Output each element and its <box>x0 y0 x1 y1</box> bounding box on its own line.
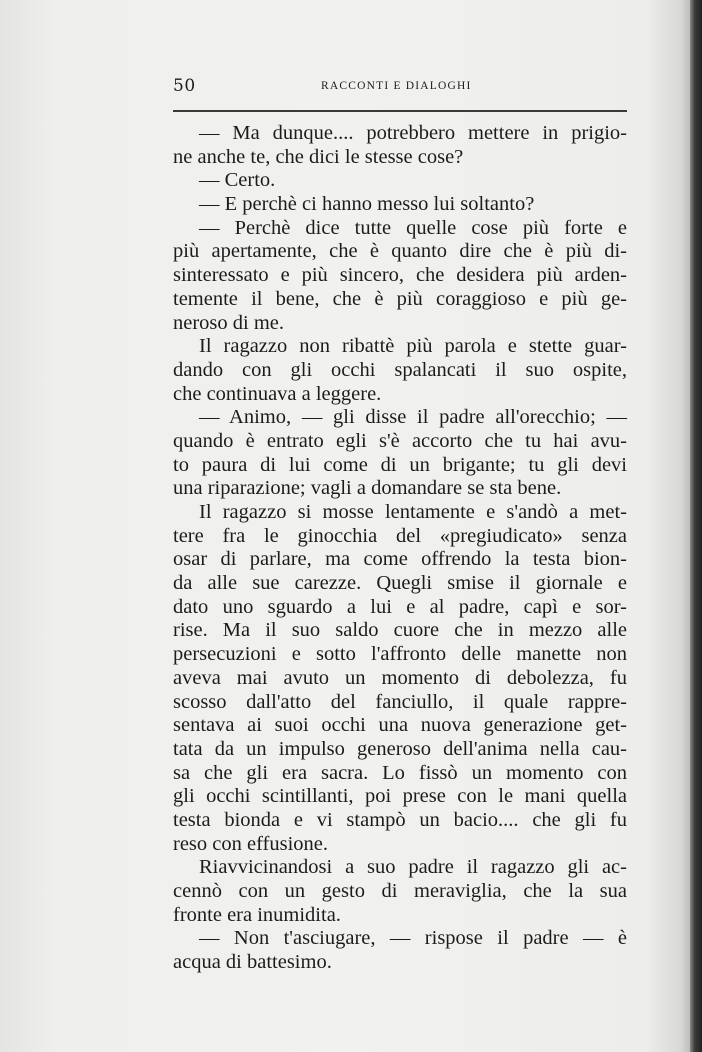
text-line: temente il bene, che è più coraggioso e più ge- <box>173 287 627 310</box>
text-line: to paura di lui come di un brigante; tu gli devi <box>173 453 627 476</box>
text-line: Il ragazzo si mosse lentamente e s'andò a met- <box>199 501 627 523</box>
text-line: — E perchè ci hanno messo lui soltanto? <box>199 193 535 216</box>
page-number: 50 <box>173 76 196 96</box>
text-line: — Ma dunque.... potrebbero mettere in prigio- <box>199 122 627 144</box>
running-head <box>173 76 625 100</box>
text-line: che continuava a leggere. <box>173 382 382 405</box>
text-line: neroso di me. <box>173 311 285 334</box>
text-line: ne anche te, che dici le stesse cose? <box>173 145 464 168</box>
body-text <box>173 122 627 975</box>
text-line: scosso dall'atto del fanciullo, il quale rappre- <box>173 690 627 713</box>
text-line: — Perchè dice tutte quelle cose più forte e <box>199 216 627 239</box>
text-line: da alle sue carezze. Quegli smise il giornale e <box>173 572 627 595</box>
text-line: tata da un impulso generoso dell'anima nella cau- <box>173 737 627 760</box>
text-line: più apertamente, che è quanto dire che è più di- <box>173 240 627 263</box>
text-line: sa che gli era sacra. Lo fissò un momento con <box>173 761 627 784</box>
text-line: reso con effusione. <box>173 832 329 855</box>
page-binding-edge <box>690 0 702 1052</box>
text-line: osar di parlare, ma come offrendo la testa bion- <box>173 548 627 571</box>
text-line: — Non t'asciugare, — rispose il padre — è <box>199 927 627 950</box>
text-line: dando con gli occhi spalancati il suo ospite, <box>173 358 627 381</box>
text-line: quando è entrato egli s'è accorto che tu hai avu- <box>173 429 627 452</box>
running-title: RACCONTI E DIALOGHI <box>321 80 472 92</box>
text-line: — Certo. <box>199 169 276 192</box>
text-line: persecuzioni e sotto l'affronto delle manette non <box>173 643 627 666</box>
text-line: aveva mai avuto un momento di debolezza, fu <box>173 666 627 689</box>
text-line: dato uno sguardo a lui e al padre, capì e sor- <box>173 595 627 618</box>
text-line: — Animo, — gli disse il padre all'orecchio; — <box>199 406 627 429</box>
header-rule <box>173 110 627 112</box>
text-line: testa bionda e vi stampò un bacio.... che gli fu <box>173 808 627 831</box>
text-line: sinteressato e più sincero, che desidera più arden- <box>173 264 627 287</box>
text-line: cennò con un gesto di meraviglia, che la sua <box>173 880 627 902</box>
text-line: una riparazione; vagli a domandare se sta bene. <box>173 477 562 500</box>
text-line: sentava ai suoi occhi una nuova generazione get- <box>173 714 627 737</box>
text-line: rise. Ma il suo saldo cuore che in mezzo alle <box>173 619 627 642</box>
text-line: fronte era inumidita. <box>173 903 341 926</box>
text-line: gli occhi scintillanti, poi prese con le mani quella <box>173 785 627 808</box>
text-line: Riavvicinandosi a suo padre il ragazzo gli ac- <box>199 856 627 879</box>
text-line: tere fra le ginocchia del «pregiudicato» senza <box>173 524 627 547</box>
text-line: acqua di battesimo. <box>173 951 332 974</box>
text-line: Il ragazzo non ribattè più parola e stette guar- <box>199 335 627 358</box>
